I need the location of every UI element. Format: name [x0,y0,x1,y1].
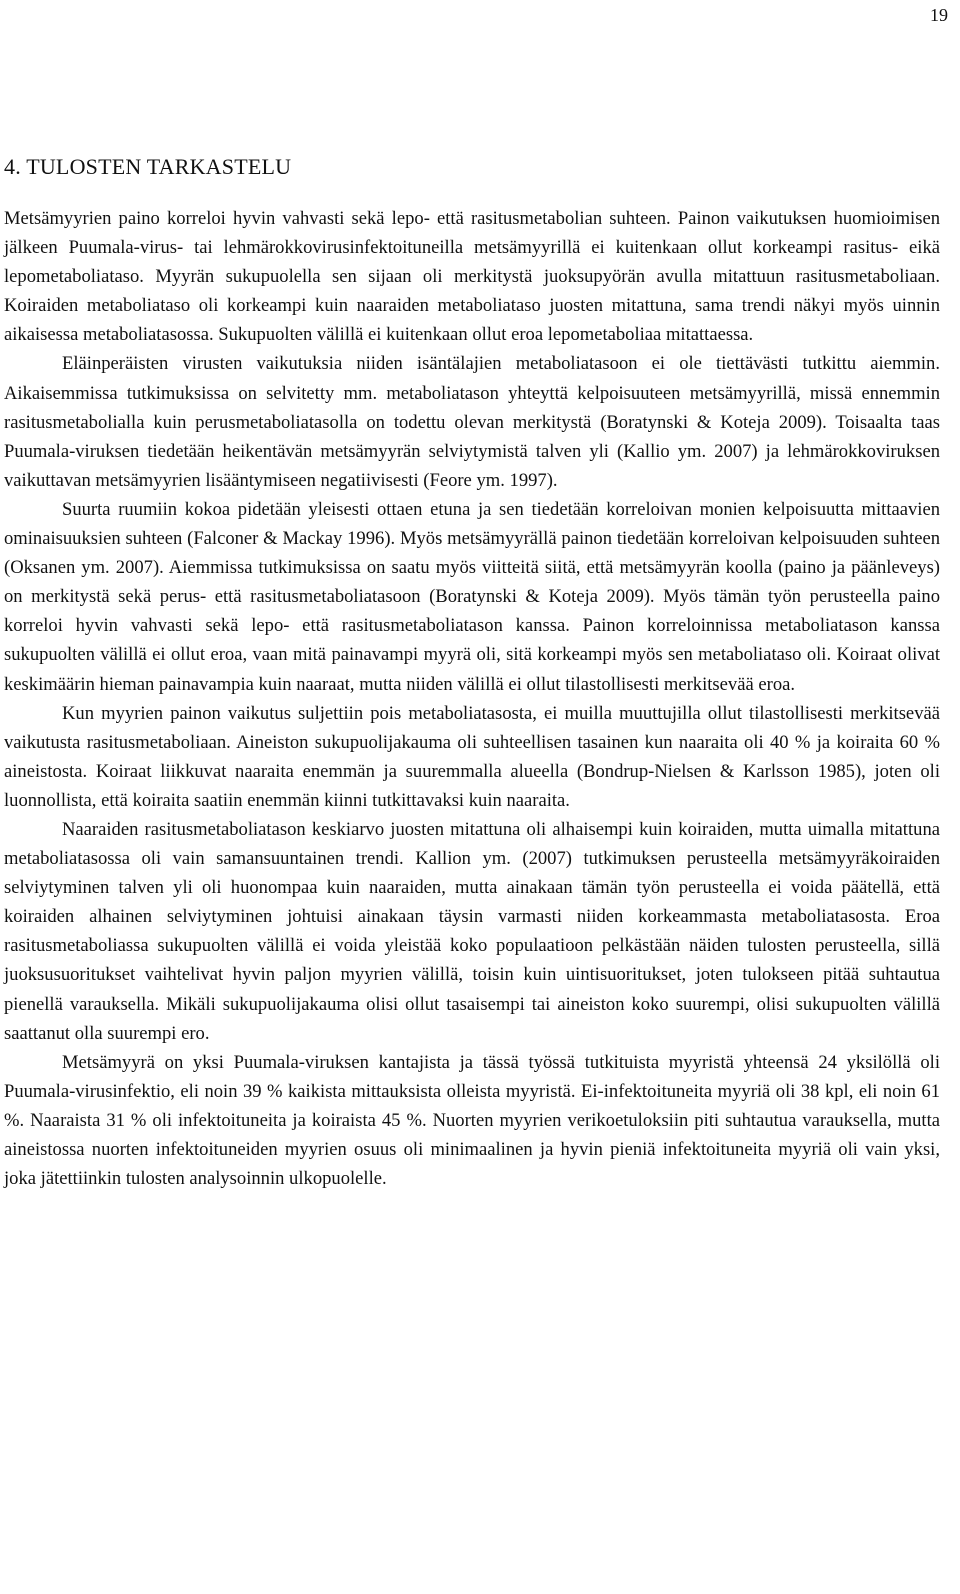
paragraph-2: Eläinperäisten virusten vaikutuksia niiden isäntälajien metaboliatasoon ei ole tiettävästi tutkittu aiemmin. Aikaisemmissa tutkimuksissa on selvitetty mm. metaboliatason yhteyttä kelpoisuuteen metsämyyrillä, missä ennemmin rasitusmetabolialla kuin perusmetaboliatasolla on todettu olevan merkitystä (Boratynski & Koteja 2009). Toisaalta taas Puumala-viruksen tiedetään heikentävän metsämyyrän selviytymistä talven yli (Kallio ym. 2007) ja lehmärokkoviruksen vaikuttavan metsämyyrien lisääntymiseen negatiivisesti (Feore ym. 1997). [4,353,940,491]
paragraph-6: Metsämyyrä on yksi Puumala-viruksen kantajista ja tässä työssä tutkituista myyristä yhteensä 24 yksilöllä oli Puumala-virusinfektio, eli noin 39 % kaikista mittauksista olleista myyristä. Ei-infektoituneita myyriä oli 38 kpl, eli noin 61 %. Naaraista 31 % oli infektoituneita ja koiraista 45 %. Nuorten myyrien verikoetuloksiin piti suhtautua varauksella, mutta aineistossa nuorten infektoituneiden myyrien osuus oli minimaalinen ja hyvin pieniä infektoituneita myyriä oli vain yksi, joka jätettiinkin tulosten analysoinnin ulkopuolelle. [4,1051,940,1190]
paragraph-4: Kun myyrien painon vaikutus suljettiin pois metaboliatasosta, ei muilla muuttujilla ollut tilastollisesti merkitsevää vaikutusta rasitusmetaboliaan. Aineiston sukupuolijakauma oli suhteellisen tasainen kun naaraita oli 40 % ja koiraita 60 % aineistosta. Koiraat liikkuvat naaraita enemmän ja suuremmalla alueella (Bondrup-Nielsen & Karlsson 1985), joten oli luonnollista, että koiraita saatiin enemmän kiinni tutkittavaksi kuin naaraita. [4,702,940,811]
paragraph-3: Suurta ruumiin kokoa pidetään yleisesti ottaen etuna ja sen tiedetään korreloivan monien kelpoisuutta mittaavien ominaisuuksien suhteen (Falconer & Mackay 1996). Myös metsämyyrällä painon tiedetään korreloivan kelpoisuuden suhteen (Oksanen ym. 2007). Aiemmissa tutkimuksissa on saatu myös viitteitä siitä, että metsämyyrän koolla (paino ja päänleveys) on merkitystä sekä perus- että rasitusmetaboliatasoon (Boratynski & Koteja 2009). Myös tämän työn perusteella paino korreloi hyvin vahvasti sekä lepo- että rasitusmetaboliatason kanssa. Painon korreloinnissa metaboliatason kanssa sukupuolten välillä ei ollut eroa, vaan mitä painavampi myyrä oli, sitä korkeampi myös sen metaboliataso oli. Koiraat olivat keskimäärin hieman painavampia kuin naaraat, mutta niiden välillä ei ollut tilastollisesti merkitsevää eroa. [4,498,940,695]
section-heading: 4. TULOSTEN TARKASTELU [4,154,292,179]
body-text [4,204,940,1193]
paragraph-5: Naaraiden rasitusmetaboliatason keskiarvo juosten mitattuna oli alhaisempi kuin koiraiden, mutta uimalla mitattuna metaboliatasossa oli vain samansuuntainen trendi. Kallion ym. (2007) tutkimuksen perusteella metsämyyräkoiraiden selviytyminen talven yli oli huonompaa kuin naaraiden, mutta ainakaan tämän työn perusteella ei voida päätellä, että koiraiden alhainen selviytyminen johtuisi ainakaan täysin varmasti niiden korkeammasta metaboliatasosta. Eroa rasitusmetaboliassa sukupuolten välillä ei voida yleistää koko populaatioon pelkästään näiden tulosten perusteella, sillä juoksusuoritukset vaihtelivat hyvin paljon myyrien välillä, toisin kuin uintisuoritukset, joten tulokseen pitää suhtautua pienellä varauksella. Mikäli sukupuolijakauma olisi ollut tasaisempi tai aineiston koko suurempi, olisi sukupuolten välillä saattanut olla suurempi ero. [4,818,940,1044]
paragraph-1: Metsämyyrien paino korreloi hyvin vahvasti sekä lepo- että rasitusmetabolian suhteen. Painon vaikutuksen huomioimisen jälkeen Puumala-virus- tai lehmärokkovirusinfektoituneilla metsämyyrillä ei kuitenkaan ollut korkeampi rasitus- eikä lepometaboliataso. Myyrän sukupuolella sen sijaan oli merkitystä juoksupyörän avulla mitattuun rasitusmetaboliaan. Koiraiden metaboliataso oli korkeampi kuin naaraiden metaboliataso juosten mitattuna, sama trendi näkyi myös uinnin aikaisessa metaboliatasossa. Sukupuolten välillä ei kuitenkaan ollut eroa lepometaboliaa mitattaessa. [4,208,940,346]
page-number: 19 [930,5,948,25]
